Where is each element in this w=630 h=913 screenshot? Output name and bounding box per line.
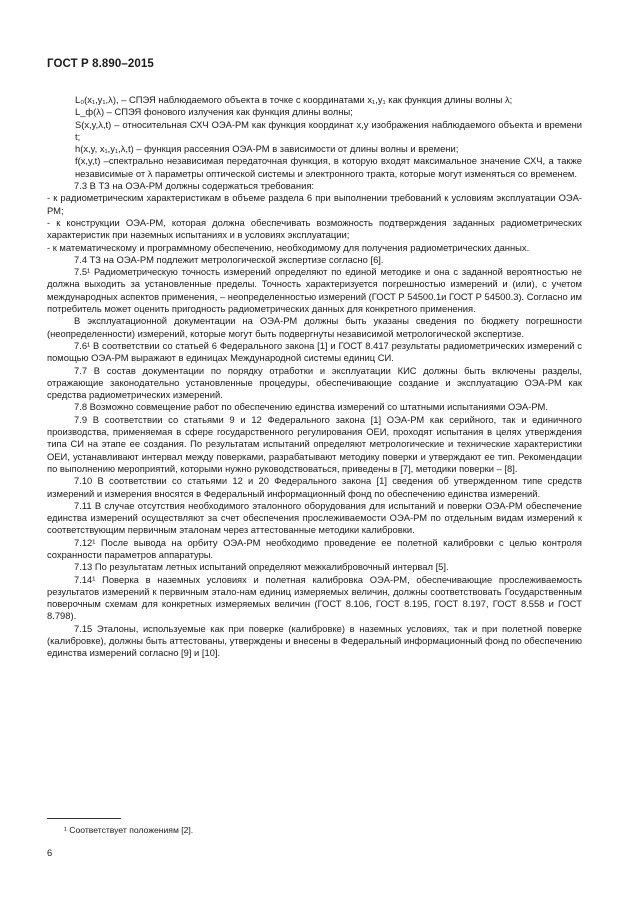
- standard-code-header: ГОСТ Р 8.890–2015: [47, 58, 154, 70]
- paragraph-7-8: 7.8 Возможно совмещение работ по обеспечению единства измерений со штатными испытаниями ОЭА-РМ.: [74, 401, 548, 413]
- definition-f: f(x,y,t) –спектрально независимая передаточная функция, в которую входят максимальное значение СХЧ, а также независимые от λ параметры оптической системы и электронного тракта, которые могут изменяться со временем.: [75, 155, 582, 179]
- footnote-divider: [47, 818, 121, 819]
- page-number: 6: [47, 847, 53, 858]
- paragraph-7-5-docs: В эксплуатационной документации на ОЭА-РМ должны быть указаны сведения по бюджету погрешности (неопределенности) измерений, которые могут быть подвергнуты независимой метрологической экспертизе.: [47, 315, 582, 339]
- paragraph-7-11: 7.11 В случае отсутствия необходимого эталонного оборудования для испытаний и поверки ОЭА-РМ обеспечение единства измерений осуществляют за счет обеспечения прослеживаемости ОЭА-РМ по отдельным видам измерений к соответствующим первичным эталонам через аттестованные методики калибровки.: [47, 499, 582, 536]
- definition-lf: L_ф(λ) – СПЭЯ фонового излучения как функция длины волны;: [75, 106, 353, 118]
- list-item-radiometric: - к радиометрическим характеристикам в объеме раздела 6 при выполнении требований к условиям эксплуатации ОЭА-РМ;: [47, 192, 582, 216]
- list-item-construction: - к конструкции ОЭА-РМ, которая должна обеспечивать возможность подтверждения заданных радиометрических характеристик при наземных испытаниях и в условиях эксплуатации;: [47, 216, 582, 241]
- paragraph-7-4: 7.4 ТЗ на ОЭА-РМ подлежит метрологической экспертизе согласно [6].: [74, 253, 384, 265]
- paragraph-7-9: 7.9 В соответствии со статьями 9 и 12 Федерального закона [1] ОЭА-РМ как серийного, так и единичного производства, применяемая в сфере государственного регулирования ОЕИ, проходят испытания в целях утверждения типа СИ на этапе ее создания. По результатам испытаний определяют метрологические и технические характеристики ОЕИ, устанавливают интервал между поверками, разрабатывают методику поверки и утверждают ее тип. Рекомендации по выполнению мероприятий, которыми нужно руководствоваться, приведены в [7], методики поверки – [8].: [47, 413, 582, 474]
- paragraph-7-5: 7.5¹ Радиометрическую точность измерений определяют по единой методике и она с заданной вероятностью не должна выходить за установленные пределы. Точность характеризуется погрешностью измерений и (или), с учетом международных аспектов применения, – неопределенностью измерений (ГОСТ Р 54500.1и ГОСТ Р 54500.3). Согласно им потребитель может оценить пригодность радиометрических данных для конкретного применения.: [47, 266, 582, 315]
- list-item-software: - к математическому и программному обеспечению, необходимому для получения радиометрических данных.: [47, 241, 530, 253]
- definition-s: S(x,y,λ,t) – относительная СХЧ ОЭА-РМ как функция координат x,y изображения наблюдаемого объекта и времени t;: [75, 118, 582, 142]
- footnote: ¹ Соответствует положениям [2].: [64, 825, 194, 835]
- paragraph-7-12: 7.12¹ После вывода на орбиту ОЭА-РМ необходимо проведение ее полетной калибровки с целью контроля сохранности параметров аппаратуры.: [47, 536, 582, 560]
- paragraph-7-6: 7.6¹ В соответствии со статьей 6 Федерального закона [1] и ГОСТ 8.417 результаты радиометрических измерений с помощью ОЭА-РМ выражают в единицах Международной системы единиц СИ.: [47, 339, 582, 364]
- paragraph-7-3: 7.3 В ТЗ на ОЭА-РМ должны содержаться требования:: [74, 180, 314, 192]
- paragraph-7-10: 7.10 В соответствии со статьями 12 и 20 Федерального закона [1] сведения об утвержденном типе средств измерений и измерения вносятся в Федеральный информационный фонд по обеспечению единства измерений.: [47, 475, 582, 499]
- definition-l0: L₀(x₁,y₁,λ), – СПЭЯ наблюдаемого объекта в точке с координатами x₁,y₁ как функция длины волны λ;: [75, 94, 513, 105]
- document-body: [47, 94, 582, 660]
- paragraph-7-14: 7.14¹ Поверка в наземных условиях и полетная калибровка ОЭА-РМ, обеспечивающие прослеживаемость результатов измерений к первичным этало-нам единиц измеряемых величин, должны соответствовать Государственным поверочным схемам для конкретных измеряемых величин (ГОСТ 8.106, ГОСТ 8.195, ГОСТ 8.197, ГОСТ 8.558 и ГОСТ 8.798).: [47, 573, 582, 622]
- definition-h: h(x,y, x₁,y₁,λ,t) – функция рассеяния ОЭА-РМ в зависимости от длины волны и времени;: [75, 143, 459, 155]
- paragraph-7-7: 7.7 В состав документации по порядку отработки и эксплуатации КИС должны быть включены разделы, отражающие законодательно установленные процедуры, обеспечивающие создание и эксплуатацию ОЭА-РМ как средства радиометрических измерений.: [47, 364, 582, 401]
- paragraph-7-13: 7.13 По результатам летных испытаний определяют межкалибровочный интервал [5].: [74, 561, 449, 573]
- paragraph-7-15: 7.15 Эталоны, используемые как при поверке (калибровке) в наземных условиях, так и при полетной поверке (калибровке), должны быть аттестованы, утверждены и внесены в Федеральный информационный фонд по обеспечению единства измерений согласно [9] и [10].: [47, 622, 582, 659]
